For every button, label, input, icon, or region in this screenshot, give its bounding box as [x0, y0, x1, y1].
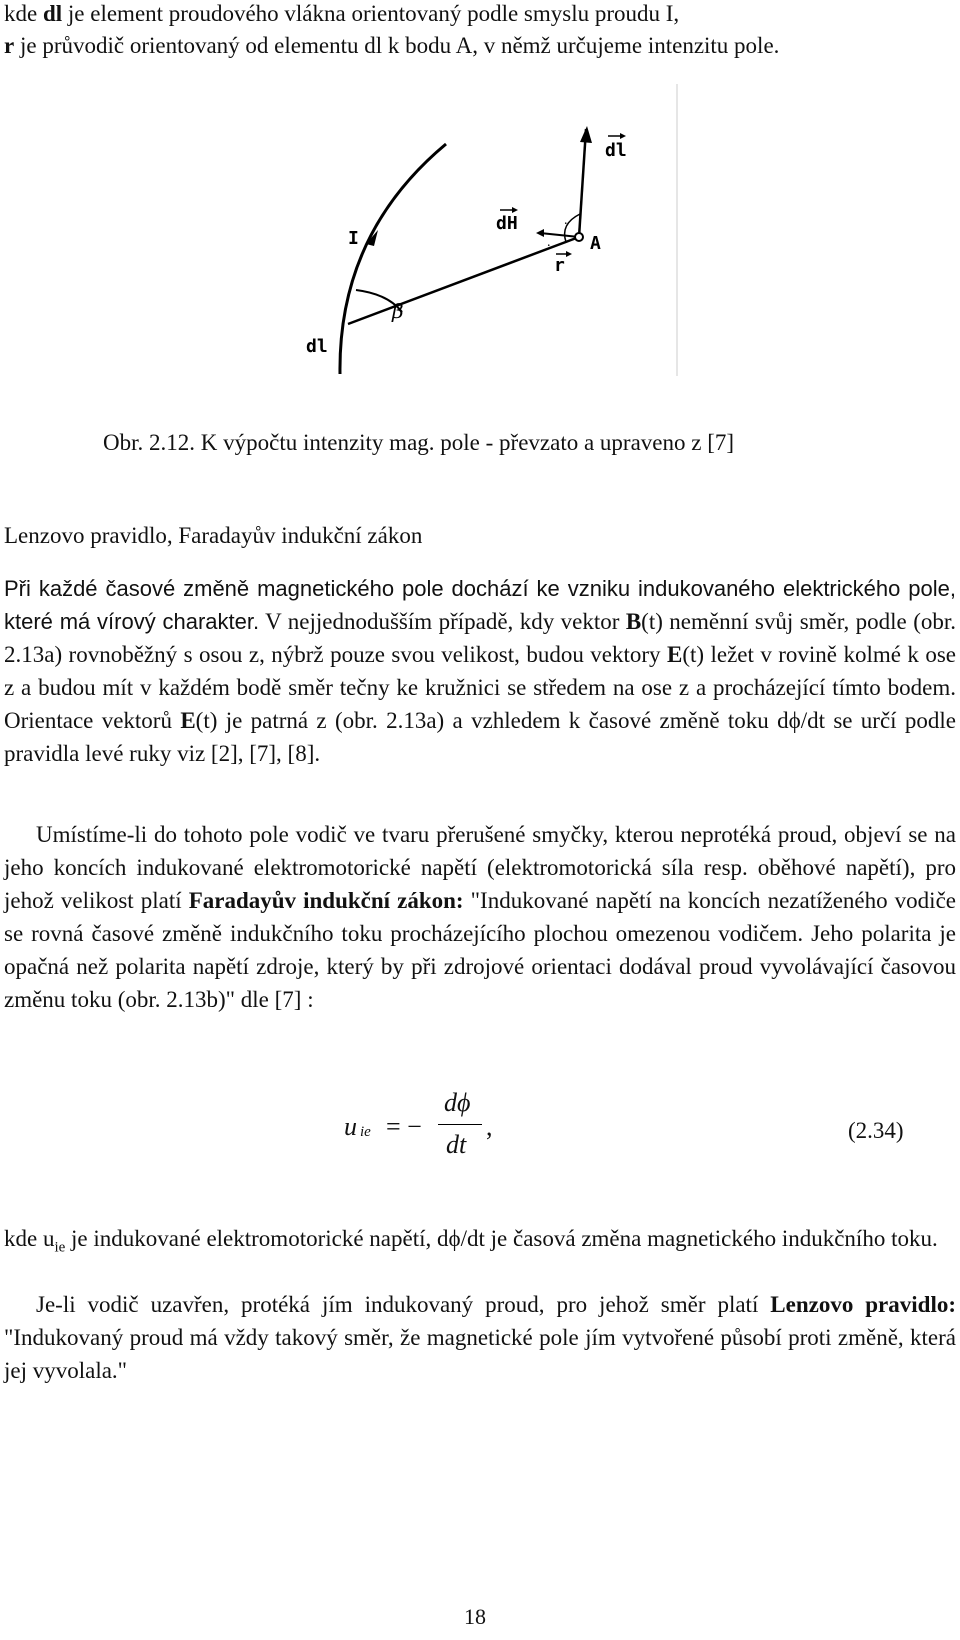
- figure-biot-savart: [268, 84, 678, 394]
- dl-arrow-icon: [580, 126, 592, 143]
- section-heading: Lenzovo pravidlo, Faradayův indukční zákon: [4, 523, 423, 548]
- svg-text:.: .: [564, 213, 568, 228]
- label-a: A: [590, 233, 601, 254]
- label-r: r: [554, 255, 565, 276]
- intro-line-2: r je průvodič orientovaný od elementu dl k bodu A, v němž určujeme intenzitu pole.: [4, 33, 780, 58]
- eq-denominator: dt: [446, 1130, 467, 1159]
- eq-u: u: [344, 1112, 357, 1141]
- label-dl-bottom: dl: [306, 336, 328, 357]
- current-filament-arc: [340, 144, 446, 374]
- eq-equals: = −: [386, 1112, 422, 1141]
- page-number: 18: [464, 1604, 486, 1629]
- figure-caption: Obr. 2.12. K výpočtu intenzity mag. pole - převzato a upraveno z [7]: [103, 430, 735, 455]
- intro-line-1: kde dl je element proudového vlákna orientovaný podle smyslu proudu I,: [4, 1, 680, 26]
- paragraph-1: Při každé časové změně magnetického pole dochází ke vzniku indukovaného elektrického pole, které má vírový charakter. V nejjednodušším případě, kdy vektor B(t) neměnní svůj směr, podle (obr. 2.13a) rovnoběžný s osou z, nýbrž pouze svou velikost, budou vektory E(t) ležet v rovině kolmé k ose z a budou mít v každém bodě směr tečny ke kružnici se středem na ose z a procházející tímto bodem. Orientace vektorů E(t) je patrná z (obr. 2.13a) a vzhledem k časové změně toku dϕ/dt se určí podle pravidla levé ruky viz [2], [7], [8].: [4, 576, 956, 766]
- label-dl-top: dl: [605, 140, 627, 161]
- eq-comma: ,: [486, 1112, 493, 1141]
- eq-numerator: dϕ: [444, 1088, 471, 1117]
- dh-vector-line: [540, 233, 579, 237]
- label-i: I: [348, 228, 359, 249]
- eq-fraction-bar: [438, 1124, 482, 1125]
- equation-number: (2.34): [848, 1118, 904, 1143]
- paragraph-3: kde $u_{ie}$ je indukované elektromotorické napětí, dϕ/dt je časová změna magnetického indukčního toku.: [4, 1226, 938, 1256]
- paragraph-4: Je-li vodič uzavřen, protéká jím indukovaný proud, pro jehož směr platí Lenzovo pravidlo: "Indukovaný proud má vždy takový směr, že magnetické pole jím vytvořené působí proti změně, která jej vyvolala.": [4, 1292, 957, 1383]
- r-vector-line: [348, 237, 579, 324]
- dl-vector-line: [579, 129, 586, 237]
- point-a: [575, 233, 583, 241]
- eq-sub: ie: [360, 1124, 371, 1140]
- svg-text:.: .: [547, 235, 551, 250]
- label-beta: β: [392, 299, 404, 323]
- label-dh: dH: [496, 213, 518, 234]
- paragraph-2: Umístíme-li do tohoto pole vodič ve tvaru přerušené smyčky, kterou neprotéká proud, objeví se na jeho koncích indukované elektromotorické napětí (elektromotorická síla resp. oběhové napětí), pro jehož velikost platí Faradayův indukční zákon: "Indukované napětí na koncích nezatíženého vodiče se rovná časové změně indukčního toku procházejícího plochou omezenou vodičem. Jeho polarita je opačná než polarita napětí zdroje, který by při zdrojové orientaci dodával proud vyvolávající časovou změnu toku (obr. 2.13b)" dle [7] :: [4, 822, 956, 1012]
